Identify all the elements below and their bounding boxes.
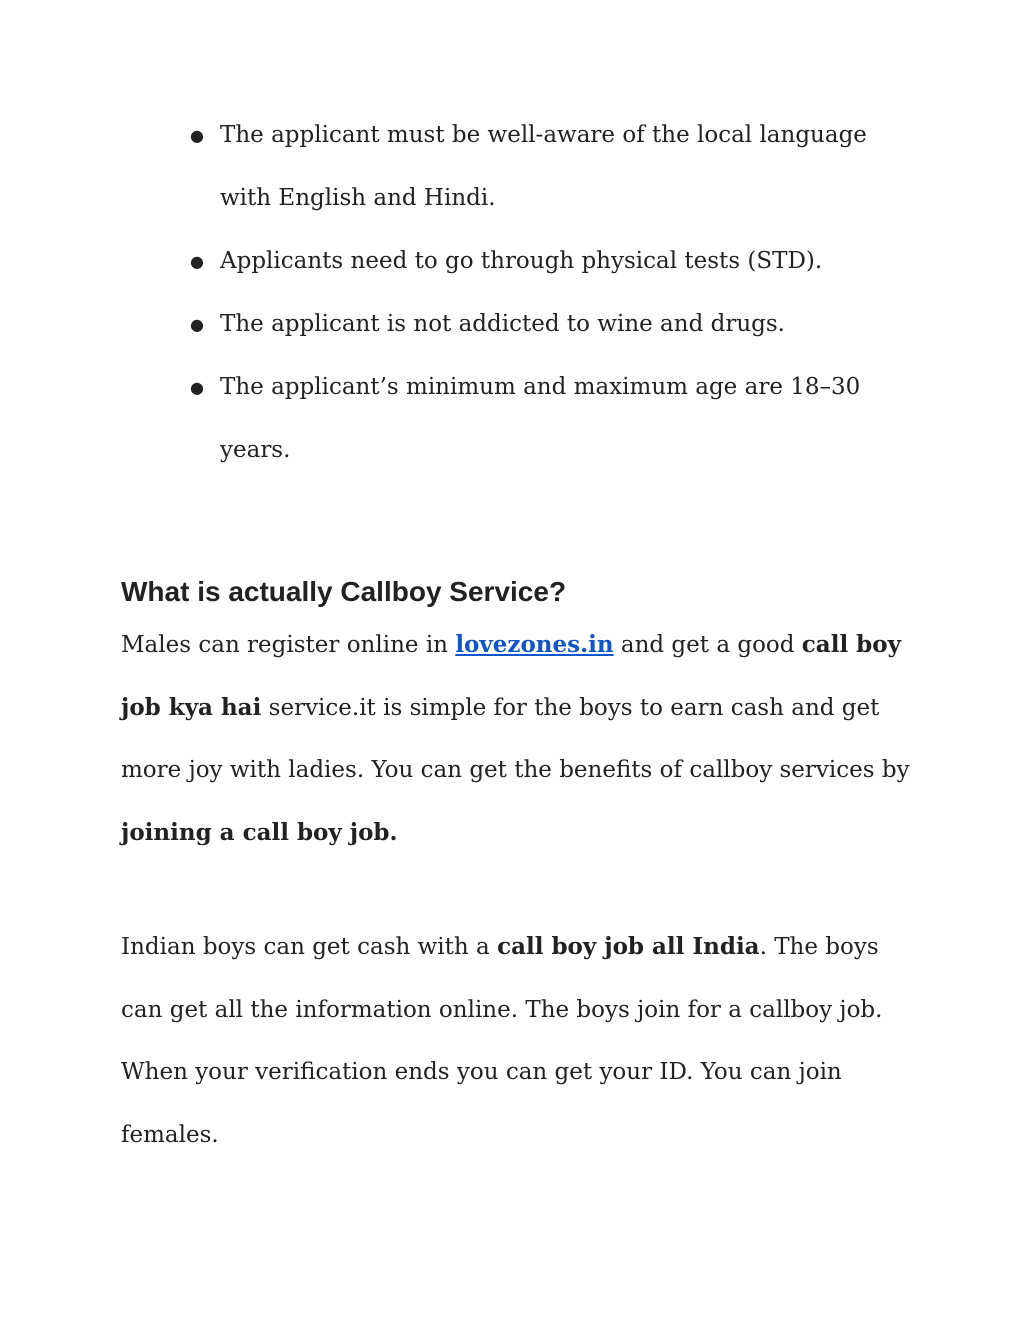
list-item xyxy=(188,104,908,230)
paragraph-text: Indian boys can get cash with a xyxy=(121,934,498,960)
list-item-text: Applicants need to go through physical tests (STD). xyxy=(220,248,823,274)
paragraph-text: service.it is simple for the boys to earn cash and get more joy with ladies. You can get the benefits of callboy services by xyxy=(121,694,910,783)
bullet-icon: ● xyxy=(190,378,204,397)
bullet-icon: ● xyxy=(190,126,204,145)
intro-paragraph xyxy=(121,614,911,864)
bold-phrase: call boy job all India xyxy=(497,933,760,960)
list-item-text: The applicant must be well-aware of the local language with English and Hindi. xyxy=(220,122,867,211)
list-item-text: The applicant’s minimum and maximum age are 18–30 years. xyxy=(220,374,861,463)
requirements-list xyxy=(188,104,908,482)
list-item xyxy=(188,230,908,293)
paragraph-text: . The boys can get all the information online. The boys join for a callboy job. When your verification ends you can get your ID. You can join females. xyxy=(121,934,883,1148)
list-item xyxy=(188,293,908,356)
paragraph-text: and get a good xyxy=(613,632,802,658)
lovezones-link[interactable]: lovezones.in xyxy=(455,631,614,658)
bullet-icon: ● xyxy=(190,252,204,271)
section-heading: What is actually Callboy Service? xyxy=(121,576,567,607)
list-item xyxy=(188,356,908,482)
details-paragraph xyxy=(121,916,911,1166)
bullet-icon: ● xyxy=(190,315,204,334)
list-item-text: The applicant is not addicted to wine and drugs. xyxy=(220,311,785,337)
paragraph-text: Males can register online in xyxy=(121,632,456,658)
bold-phrase: joining a call boy job. xyxy=(121,818,398,846)
bold-phrase: call boy job kya hai xyxy=(121,631,901,721)
